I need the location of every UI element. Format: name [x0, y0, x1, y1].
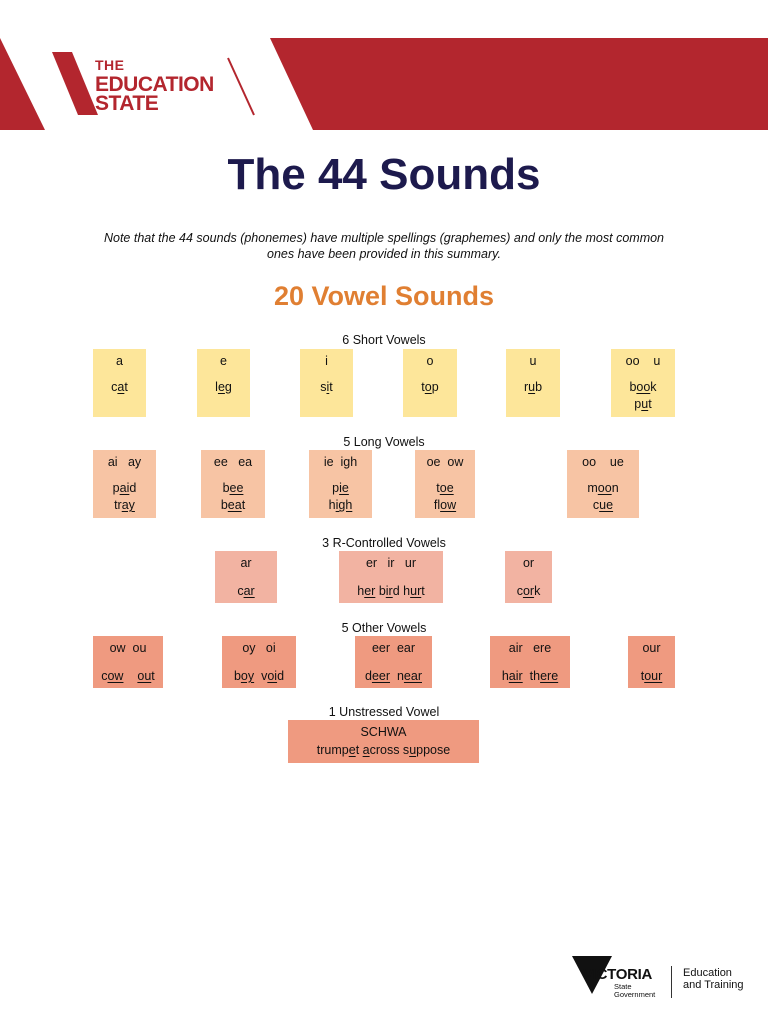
- word-part: h: [501, 669, 509, 683]
- dept-line-1: Education: [683, 967, 732, 979]
- example-word: [567, 480, 639, 497]
- underlined-grapheme: ar: [243, 584, 255, 598]
- grapheme-label: er ir ur: [365, 556, 416, 570]
- example-words: [505, 583, 552, 600]
- underlined-grapheme: oo: [597, 481, 612, 495]
- word-part: ppose: [416, 743, 451, 757]
- word-part: r: [523, 380, 529, 394]
- schwa-tile: [288, 720, 479, 763]
- example-words: [197, 379, 250, 396]
- other-vowel-tile: [628, 636, 675, 688]
- unstressed-vowel-label: 1 Unstressed Vowel: [328, 705, 440, 719]
- example-word: [415, 497, 475, 514]
- underlined-grapheme: ue: [599, 498, 614, 512]
- word-part: n: [611, 481, 619, 495]
- example-word: [93, 480, 156, 497]
- underlined-grapheme: i: [326, 380, 330, 394]
- word-part: k: [534, 584, 541, 598]
- logo-the: THE: [95, 57, 125, 73]
- example-word: [339, 583, 443, 600]
- grapheme-label: a: [116, 354, 123, 368]
- word-part: c: [237, 584, 244, 598]
- long-vowel-tile: [415, 450, 475, 518]
- example-words: [93, 668, 163, 685]
- word-part: b: [222, 481, 230, 495]
- example-word: [628, 668, 675, 685]
- grapheme-label: eer ear: [371, 641, 416, 655]
- word-part: p: [112, 481, 120, 495]
- long-vowel-tile: [201, 450, 265, 518]
- underlined-grapheme: u: [528, 380, 536, 394]
- example-words: [201, 480, 265, 514]
- grapheme-label: oe ow: [426, 455, 464, 469]
- word-part: b: [375, 584, 386, 598]
- word-part: s: [320, 380, 327, 394]
- word-part: b: [220, 498, 228, 512]
- word-part: th: [522, 669, 541, 683]
- short-vowels-label: 6 Short Vowels: [342, 333, 426, 347]
- short-vowel-tile: [197, 349, 250, 417]
- example-word: [93, 379, 146, 396]
- underlined-grapheme: e: [217, 380, 225, 394]
- example-words: [309, 480, 372, 514]
- grapheme-label: e: [220, 354, 227, 368]
- rcontrolled-vowel-tile: [505, 551, 552, 603]
- grapheme-label: o: [426, 354, 434, 368]
- word-part: t: [124, 380, 128, 394]
- word-part: p: [431, 380, 439, 394]
- example-word: [505, 583, 552, 600]
- grapheme-label: ie igh: [323, 455, 358, 469]
- example-word: [201, 480, 265, 497]
- grapheme-label: oo ue: [582, 455, 624, 469]
- grapheme-label: oo u: [625, 354, 661, 368]
- example-word: [415, 480, 475, 497]
- word-part: t: [241, 498, 246, 512]
- long-vowels-label: 5 Long Vowels: [343, 435, 425, 449]
- government-text: Government: [614, 990, 656, 999]
- underlined-grapheme: u: [409, 743, 417, 757]
- word-part: trump: [316, 743, 349, 757]
- footer-divider: [671, 966, 672, 998]
- underlined-grapheme: ear: [403, 669, 422, 683]
- underlined-grapheme: igh: [335, 498, 353, 512]
- grapheme-label: u: [529, 354, 537, 368]
- example-words: [222, 668, 296, 685]
- underlined-grapheme: ie: [339, 481, 349, 495]
- underlined-grapheme: eer: [371, 669, 391, 683]
- other-vowel-tile: [93, 636, 163, 688]
- underlined-grapheme: air: [508, 669, 523, 683]
- long-vowel-tile: [309, 450, 372, 518]
- grapheme-label: ar: [240, 556, 252, 570]
- underlined-grapheme: a: [362, 743, 370, 757]
- state-text: State: [614, 982, 632, 991]
- word-part: d: [364, 669, 372, 683]
- schwa-example: [288, 743, 479, 757]
- underlined-grapheme: our: [644, 669, 663, 683]
- grapheme-label: ai ay: [107, 455, 142, 469]
- education-state-logo: [95, 56, 214, 113]
- logo-education: EDUCATION: [95, 73, 214, 96]
- word-part: t: [436, 481, 440, 495]
- rcontrolled-vowel-tile: [215, 551, 277, 603]
- underlined-grapheme: ow: [107, 669, 124, 683]
- underlined-grapheme: er: [364, 584, 376, 598]
- underlined-grapheme: ir: [385, 584, 393, 598]
- word-part: c: [516, 584, 523, 598]
- grapheme-label: ow ou: [109, 641, 147, 655]
- intro-note: [80, 230, 688, 262]
- grapheme-label: air ere: [508, 641, 552, 655]
- grapheme-label: oy oi: [242, 641, 276, 655]
- word-part: b: [629, 380, 637, 394]
- example-words: [339, 583, 443, 600]
- word-part: tr: [114, 498, 122, 512]
- state-government-text: [614, 983, 655, 999]
- grapheme-label: or: [522, 556, 535, 570]
- short-vowel-tile: [403, 349, 457, 417]
- victoria-wordmark: VICTORIA: [583, 966, 652, 983]
- word-part: t: [421, 380, 425, 394]
- word-part: b: [535, 380, 543, 394]
- underlined-grapheme: oe: [439, 481, 454, 495]
- vowel-sounds-heading: 20 Vowel Sounds: [273, 281, 495, 311]
- r-controlled-vowels-label: 3 R-Controlled Vowels: [322, 536, 446, 550]
- underlined-grapheme: ea: [227, 498, 242, 512]
- example-word: [355, 668, 432, 685]
- example-words: [567, 480, 639, 514]
- word-part: g: [224, 380, 232, 394]
- underlined-grapheme: a: [117, 380, 125, 394]
- word-part: t: [329, 380, 333, 394]
- word-part: d: [392, 584, 400, 598]
- note-line-2: ones have been provided in this summary.: [267, 247, 501, 261]
- word-part: h: [399, 584, 411, 598]
- other-vowel-tile: [222, 636, 296, 688]
- example-word: [403, 379, 457, 396]
- example-word: [309, 497, 372, 514]
- page-title: The 44 Sounds: [227, 150, 541, 199]
- word-part: fl: [433, 498, 441, 512]
- department-name: [683, 967, 744, 991]
- word-part: l: [215, 380, 218, 394]
- underlined-grapheme: ay: [121, 498, 135, 512]
- word-part: c: [592, 498, 600, 512]
- grapheme-label: i: [325, 354, 328, 368]
- underlined-grapheme: ere: [540, 669, 559, 683]
- other-vowel-tile: [490, 636, 570, 688]
- underlined-grapheme: oi: [267, 669, 278, 683]
- word-part: n: [390, 669, 404, 683]
- other-vowel-tile: [355, 636, 432, 688]
- word-part: h: [328, 498, 336, 512]
- underlined-grapheme: ur: [410, 584, 422, 598]
- example-words: [506, 379, 560, 396]
- example-words: [355, 668, 432, 685]
- underlined-grapheme: ow: [440, 498, 457, 512]
- example-word: [309, 480, 372, 497]
- long-vowel-tile: [93, 450, 156, 518]
- example-words: [300, 379, 353, 396]
- example-word: [490, 668, 570, 685]
- logo-state: STATE: [95, 92, 159, 115]
- word-part: d: [129, 481, 137, 495]
- example-word: [215, 583, 277, 600]
- example-word: [201, 497, 265, 514]
- example-word: [300, 379, 353, 396]
- underlined-grapheme: e: [348, 743, 356, 757]
- underlined-grapheme: ee: [229, 481, 244, 495]
- long-vowel-tile: [567, 450, 639, 518]
- schwa-title: SCHWA: [360, 725, 407, 739]
- word-part: p: [332, 481, 340, 495]
- word-part: [123, 669, 137, 683]
- note-line-1: Note that the 44 sounds (phonemes) have multiple spellings (graphemes) and only the most common: [103, 231, 665, 245]
- word-part: c: [111, 380, 118, 394]
- short-vowel-tile: [93, 349, 146, 417]
- example-words: [403, 379, 457, 396]
- example-word: [567, 497, 639, 514]
- word-part: c: [101, 669, 108, 683]
- word-part: k: [650, 380, 657, 394]
- example-words: [628, 668, 675, 685]
- example-word: [222, 668, 296, 685]
- example-word: [197, 379, 250, 396]
- short-vowel-tile: [300, 349, 353, 417]
- dept-line-2: and Training: [683, 979, 744, 991]
- word-part: t: [640, 669, 645, 683]
- word-part: m: [587, 481, 598, 495]
- word-part: t: [355, 743, 363, 757]
- example-word: [611, 379, 675, 396]
- word-part: t: [151, 669, 155, 683]
- word-part: t: [648, 397, 652, 411]
- example-word: [506, 379, 560, 396]
- word-part: t: [421, 584, 425, 598]
- example-words: [611, 379, 675, 413]
- example-words: [93, 480, 156, 514]
- example-words: [415, 480, 475, 514]
- word-part: h: [357, 584, 365, 598]
- example-word: [93, 497, 156, 514]
- underlined-grapheme: o: [424, 380, 432, 394]
- grapheme-label: our: [642, 641, 661, 655]
- word-part: d: [277, 669, 285, 683]
- underlined-grapheme: ai: [119, 481, 130, 495]
- underlined-grapheme: or: [522, 584, 535, 598]
- example-words: [490, 668, 570, 685]
- example-word: [611, 396, 675, 413]
- underlined-grapheme: u: [641, 397, 649, 411]
- grapheme-label: ee ea: [213, 455, 253, 469]
- word-part: v: [254, 669, 268, 683]
- word-part: b: [233, 669, 241, 683]
- rcontrolled-vowel-tile: [339, 551, 443, 603]
- example-word: [93, 668, 163, 685]
- word-part: cross s: [369, 743, 410, 757]
- word-part: p: [634, 397, 642, 411]
- underlined-grapheme: ou: [137, 669, 152, 683]
- other-vowels-label: 5 Other Vowels: [341, 621, 427, 635]
- example-words: [215, 583, 277, 600]
- short-vowel-tile: [611, 349, 675, 417]
- underlined-grapheme: oy: [240, 669, 255, 683]
- short-vowel-tile: [506, 349, 560, 417]
- underlined-grapheme: oo: [636, 380, 651, 394]
- example-words: [93, 379, 146, 396]
